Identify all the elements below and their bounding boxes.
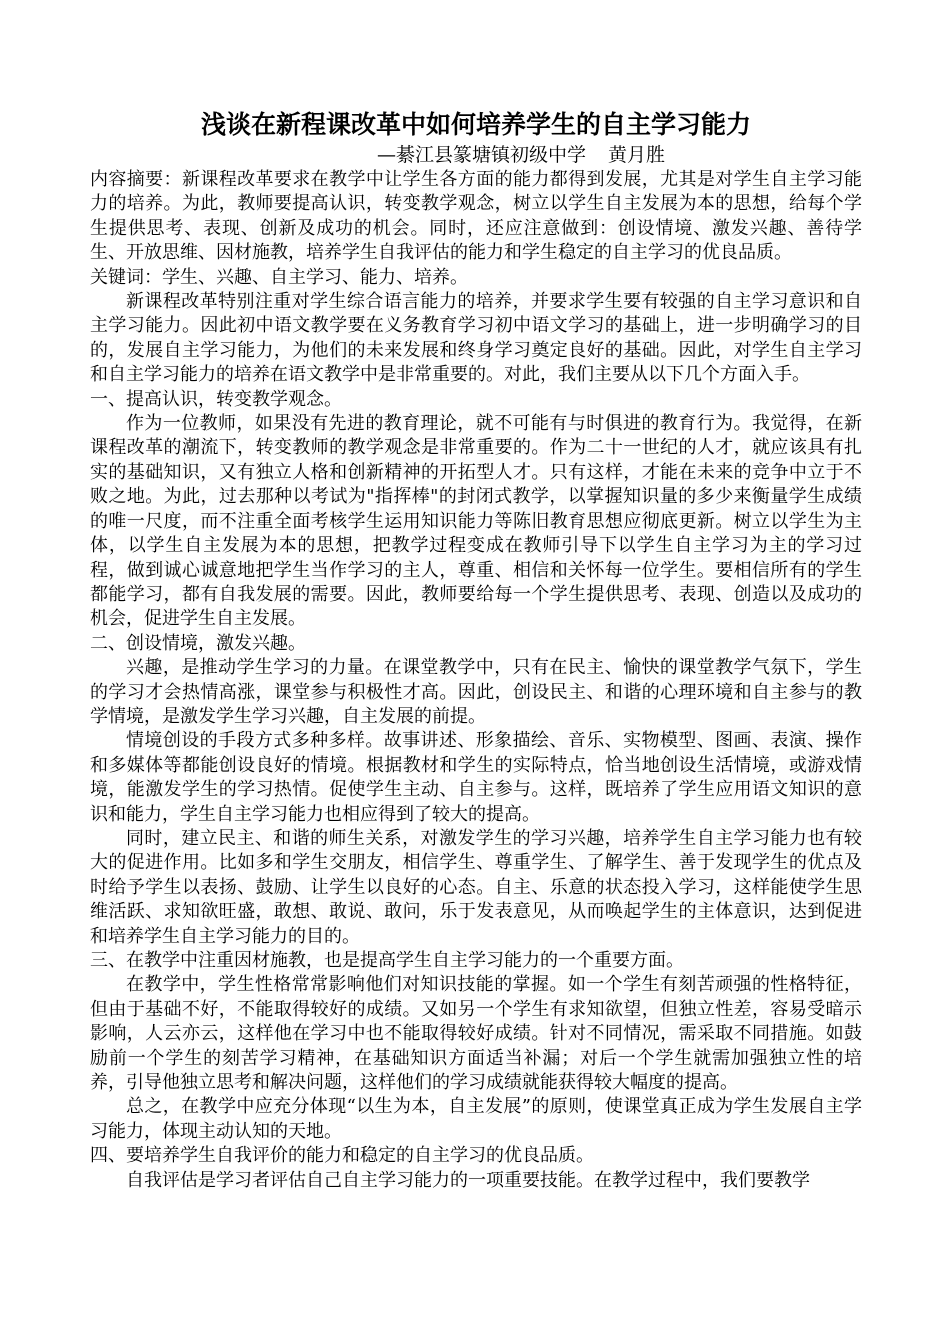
section-2-paragraph-3: 同时，建立民主、和谐的师生关系，对激发学生的学习兴趣，培养学生自主学习能力也有较大的促进作用。比如多和学生交朋友，相信学生、尊重学生、了解学生、善于发现学生的优点及时给予学生以表扬、鼓励、让学生以良好的心态。自主、乐意的状态投入学习，这样能使学生思维活跃、求知欲旺盛，敢想、敢说、敢问，乐于发表意见，从而唤起学生的主体意识，达到促进和培养学生自主学习能力的目的。	[90, 827, 862, 947]
section-3-paragraph-2: 总之，在教学中应充分体现“以生为本，自主发展”的原则，使课堂真正成为学生发展自主学习能力，体现主动认知的天地。	[90, 1096, 862, 1142]
section-3-paragraph-1: 在教学中，学生性格常常影响他们对知识技能的掌握。如一个学生有刻苦顽强的性格特征，但由于基础不好，不能取得较好的成绩。又如另一个学生有求知欲望，但独立性差，容易受暗示影响，人云亦云，这样他在学习中也不能取得较好成绩。针对不同情况，需采取不同措施。如鼓励前一个学生的刻苦学习精神，在基础知识方面适当补漏；对后一个学生就需加强独立性的培养，引导他独立思考和解决问题，这样他们的学习成绩就能获得较大幅度的提高。	[90, 974, 862, 1094]
section-heading-4: 四、要培养学生自我评价的能力和稳定的自主学习的优良品质。	[90, 1145, 594, 1167]
section-4-paragraph-1: 自我评估是学习者评估自己自主学习能力的一项重要技能。在教学过程中，我们要教学	[126, 1169, 810, 1191]
section-2-paragraph-2: 情境创设的手段方式多种多样。故事讲述、形象描绘、音乐、实物模型、图画、表演、操作和多媒体等都能创设良好的情境。根据教材和学生的实际特点，恰当地创设生活情境，或游戏情境，能激发学生的学习热情。促使学生主动、自主参与。这样，既培养了学生应用语文知识的意识和能力，学生自主学习能力也相应得到了较大的提高。	[90, 730, 862, 825]
byline	[90, 142, 862, 168]
section-2-paragraph-1: 兴趣，是推动学生学习的力量。在课堂教学中，只有在民主、愉快的课堂教学气氛下，学生的学习才会热情高涨，课堂参与积极性才高。因此，创设民主、和谐的心理环境和自主参与的教学情境，是激发学生学习兴趣，自主发展的前提。	[90, 657, 862, 727]
document-title: 浅谈在新程课改革中如何培养学生的自主学习能力	[200, 110, 751, 139]
section-1-paragraph-1: 作为一位教师，如果没有先进的教育理论，就不可能有与时俱进的教育行为。我觉得，在新课程改革的潮流下，转变教师的教学观念是非常重要的。作为二十一世纪的人才，就应该具有扎实的基础知识，又有独立人格和创新精神的开拓型人才。只有这样，才能在未来的竞争中立于不败之地。为此，过去那种以考试为"指挥棒"的封闭式教学，以掌握知识量的多少来衡量学生成绩的唯一尺度，而不注重全面考核学生运用知识能力等陈旧教育思想应彻底更新。树立以学生为主体，以学生自主发展为本的思想，把教学过程变成在教师引导下以学生自主学习为主的学习过程，做到诚心诚意地把学生当作学习的主人，尊重、相信和关怀每一位学生。要相信所有的学生都能学习，都有自我发展的需要。因此，教师要给每一个学生提供思考、表现、创造以及成功的机会，促进学生自主发展。	[90, 413, 862, 630]
document-page	[90, 100, 862, 1193]
keywords: 关键词：学生、兴趣、自主学习、能力、培养。	[90, 266, 468, 288]
school-name: —綦江县篆塘镇初级中学	[376, 144, 586, 166]
abstract: 内容摘要：新课程改革要求在教学中让学生各方面的能力都得到发展，尤其是对学生自主学习能力的培养。为此，教师要提高认识，转变教学观念，树立以学生自主发展为本的思想，给每个学生提供思考、表现、创新及成功的机会。同时，还应注意做到：创设情境、激发兴趣、善待学生、开放思维、因材施教，培养学生自我评估的能力和学生稳定的自主学习的优良品质。	[90, 169, 862, 264]
intro-paragraph: 新课程改革特别注重对学生综合语言能力的培养，并要求学生要有较强的自主学习意识和自主学习能力。因此初中语文教学要在义务教育学习初中语文学习的基础上，进一步明确学习的目的，发展自主学习能力，为他们的未来发展和终身学习奠定良好的基础。因此，对学生自主学习和自主学习能力的培养在语文教学中是非常重要的。对此，我们主要从以下几个方面入手。	[90, 291, 862, 386]
section-heading-2: 二、创设情境，激发兴趣。	[90, 632, 306, 654]
author-name: 黄月胜	[608, 144, 666, 166]
section-heading-1: 一、提高认识，转变教学观念。	[90, 388, 342, 410]
section-heading-3: 三、在教学中注重因材施教，也是提高学生自主学习能力的一个重要方面。	[90, 950, 684, 971]
